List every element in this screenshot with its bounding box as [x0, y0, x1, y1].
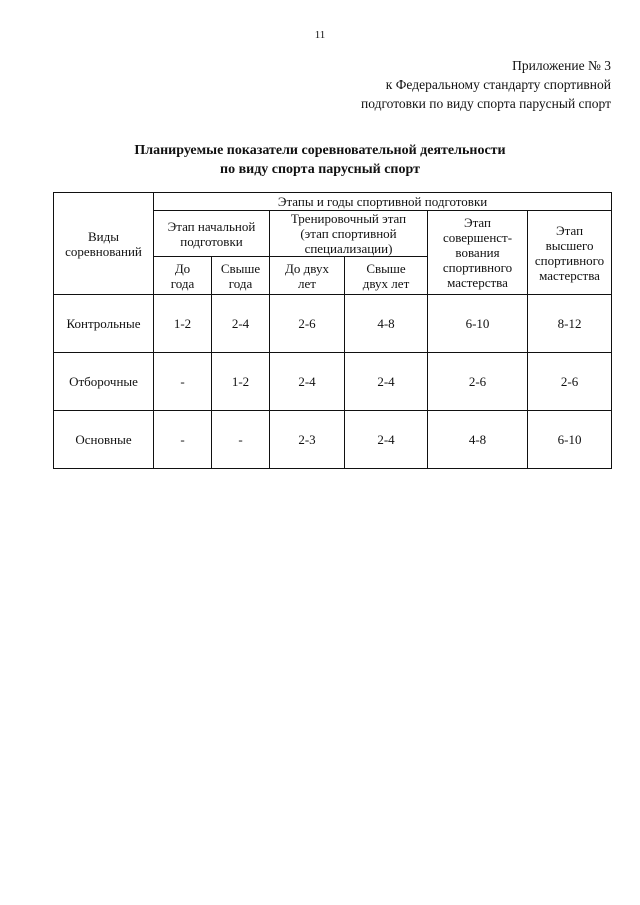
table-cell: 6-10 — [528, 411, 612, 469]
competition-types-header — [54, 193, 154, 295]
document-title — [0, 141, 640, 179]
table-row — [54, 353, 612, 411]
title-line: по виду спорта парусный спорт — [220, 162, 420, 177]
header-line: (этап спортивной — [300, 226, 397, 241]
table-row — [54, 295, 612, 353]
header-line: Тренировочный этап — [290, 211, 407, 226]
header-line: мастерства — [539, 267, 600, 283]
subheader-up-to-year — [154, 257, 212, 295]
row-label: Основные — [54, 411, 154, 469]
competition-indicators-table — [53, 192, 612, 469]
header-line: Этап — [556, 222, 584, 238]
header-line: двух лет — [362, 275, 410, 291]
appendix-line: к Федеральному стандарту спортивной — [385, 77, 611, 92]
appendix-line: подготовки по виду спорта парусный спорт — [360, 96, 611, 111]
header-line: соревнований — [65, 243, 142, 259]
table-cell: 2-4 — [345, 353, 428, 411]
header-line: спортивного — [534, 252, 605, 268]
table-cell: 2-6 — [270, 295, 345, 353]
table-cell: 1-2 — [154, 295, 212, 353]
header-line: спортивного — [442, 260, 513, 275]
table-cell: 2-3 — [270, 411, 345, 469]
stages-group-header: Этапы и годы спортивной подготовки — [154, 193, 612, 211]
subheader-over-year — [212, 257, 270, 295]
header-line: мастерства — [447, 275, 508, 290]
table-cell: 2-4 — [345, 411, 428, 469]
table-cell: 6-10 — [428, 295, 528, 353]
header-line: Виды — [88, 228, 119, 244]
table-cell: 1-2 — [212, 353, 270, 411]
table-cell: 8-12 — [528, 295, 612, 353]
row-label: Контрольные — [54, 295, 154, 353]
stage-header-highest — [528, 211, 612, 295]
stage-header-initial — [154, 211, 270, 257]
header-line: Свыше — [366, 260, 406, 276]
header-line: высшего — [545, 237, 594, 253]
table-cell: 2-4 — [270, 353, 345, 411]
header-line: До двух — [285, 260, 329, 276]
subheader-over-two-years — [345, 257, 428, 295]
table-cell: - — [154, 411, 212, 469]
stage-header-improvement — [428, 211, 528, 295]
table-cell: 4-8 — [345, 295, 428, 353]
row-label: Отборочные — [54, 353, 154, 411]
table-cell: 2-4 — [212, 295, 270, 353]
header-line: Этап начальной — [167, 218, 256, 234]
table-cell: 2-6 — [428, 353, 528, 411]
header-line: вования — [455, 245, 500, 260]
header-line: года — [228, 275, 253, 291]
table-cell: 4-8 — [428, 411, 528, 469]
table-cell: - — [154, 353, 212, 411]
page-number: 11 — [314, 29, 326, 41]
table-cell: 2-6 — [528, 353, 612, 411]
table-cell: - — [212, 411, 270, 469]
title-line: Планируемые показатели соревновательной деятельности — [134, 143, 506, 158]
table-row — [54, 411, 612, 469]
subheader-up-to-two-years — [270, 257, 345, 295]
stage-header-training — [270, 211, 428, 257]
header-line: Свыше — [220, 260, 261, 276]
header-line: года — [170, 275, 195, 291]
header-line: подготовки — [180, 233, 243, 249]
appendix-line: Приложение № 3 — [512, 58, 611, 73]
header-line: Этап — [464, 215, 491, 230]
appendix-note — [361, 56, 611, 113]
header-line: лет — [298, 275, 316, 291]
header-line: специализации) — [304, 241, 393, 256]
header-line: До — [174, 260, 191, 276]
header-line: совершенст- — [442, 230, 513, 245]
